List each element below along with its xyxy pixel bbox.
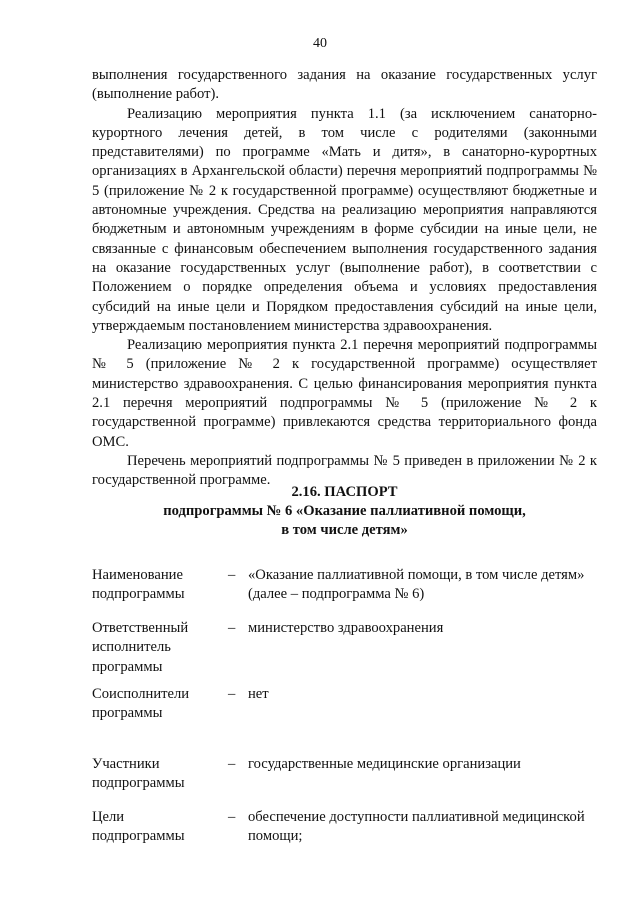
- passport-dash: –: [228, 809, 236, 825]
- paragraph: Реализацию мероприятия пункта 1.1 (за исключением санаторно-курортного лечения детей, в том числе с родителями (законными представителями) по программе «Мать и дитя», в санаторно-курортных организациях в Архангельской области) перечня мероприятий подпрограммы № 5 (приложение № 2 к государственной программе) осуществляют бюджетные и автономные учреждения. Средства на реализацию мероприятия направляются бюджетным и автономным учреждениям в форме субсидии на иные цели, не связанные с финансовым обеспечением выполнения государственного задания на оказание государственных услуг (выполнение работ), в соответствии с Положением о порядке определения объема и условиях предоставления субсидий на иные цели и Порядком предоставления субсидий на иные цели, утверждаемым постановлением министерства здравоохранения.: [92, 105, 597, 334]
- passport-value: «Оказание паллиативной помощи, в том числе детям» (далее – подпрограмма № 6): [248, 567, 585, 603]
- passport-label: Наименование подпрограммы: [92, 567, 185, 603]
- heading-line-2: подпрограммы № 6 «Оказание паллиативной помощи,: [163, 503, 526, 519]
- paragraph: выполнения государственного задания на оказание государственных услуг (выполнение работ).: [92, 67, 597, 103]
- passport-dash: –: [228, 686, 236, 702]
- body-text: [92, 66, 597, 491]
- passport-dash: –: [228, 756, 236, 772]
- passport-label: Цели подпрограммы: [92, 809, 185, 845]
- paragraph: Реализацию мероприятия пункта 2.1 перечня мероприятий подпрограммы № 5 (приложение № 2 к государственной программе) осуществляет министерство здравоохранения. С целью финансирования мероприятия пункта 2.1 перечня мероприятий подпрограммы № 5 (приложение № 2 к государственной программе) привлекаются средства территориального фонда ОМС.: [92, 337, 597, 450]
- passport-value: обеспечение доступности паллиативной медицинской помощи;: [248, 809, 585, 845]
- page-number: 40: [313, 36, 327, 51]
- passport-label: Участники подпрограммы: [92, 756, 185, 792]
- heading-line-1: 2.16. ПАСПОРТ: [291, 484, 398, 500]
- passport-dash: –: [228, 620, 236, 636]
- passport-value: министерство здравоохранения: [248, 620, 444, 636]
- heading-line-3: в том числе детям»: [281, 522, 408, 538]
- passport-label: Ответственный исполнитель программы: [92, 620, 189, 675]
- passport-dash: –: [228, 567, 236, 583]
- passport-label: Соисполнители программы: [92, 686, 190, 722]
- paragraph: Перечень мероприятий подпрограммы № 5 приведен в приложении № 2 к государственной программе.: [92, 452, 597, 489]
- section-heading: [92, 483, 597, 540]
- passport-value: нет: [248, 686, 269, 702]
- passport-value: государственные медицинские организации: [248, 756, 521, 772]
